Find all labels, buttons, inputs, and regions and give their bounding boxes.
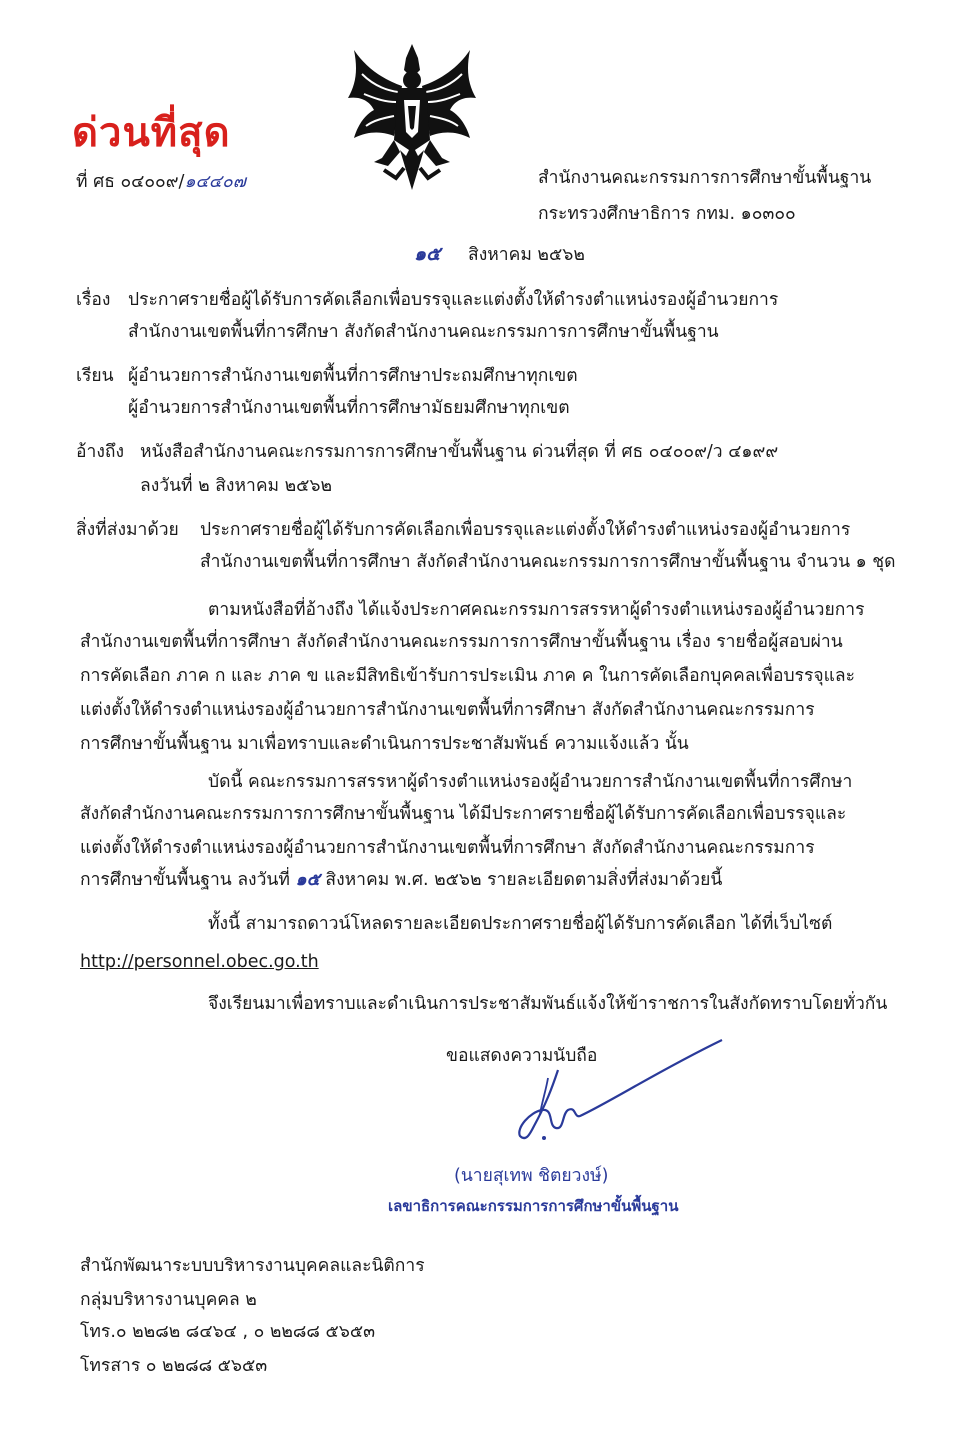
paragraph-2-date-prefix: การศึกษาขั้นพื้นฐาน ลงวันที่: [80, 870, 296, 890]
paragraph-2-date-handwritten: ๑๕: [295, 870, 320, 890]
paragraph-2-line-3: แต่งตั้งให้ดำรงตำแหน่งรองผู้อำนวยการสำนักงานเขตพื้นที่การศึกษา สังกัดสำนักงานคณะกรรมการ: [80, 838, 815, 858]
reference-line-1: หนังสือสำนักงานคณะกรรมการการศึกษาขั้นพื้นฐาน ด่วนที่สุด ที่ ศธ ๐๔๐๐๙/ว ๔๑๙๙: [140, 442, 779, 462]
enclosure-line-1: ประกาศรายชื่อผู้ได้รับการคัดเลือกเพื่อบรรจุและแต่งตั้งให้ดำรงตำแหน่งรองผู้อำนวยการ: [200, 520, 851, 540]
paragraph-2-line-4: [80, 868, 722, 892]
to-line-1: ผู้อำนวยการสำนักงานเขตพื้นที่การศึกษาประถมศึกษาทุกเขต: [128, 366, 578, 386]
reference-line-2: ลงวันที่ ๒ สิงหาคม ๒๕๖๒: [140, 476, 333, 496]
paragraph-2-line-1: บัดนี้ คณะกรรมการสรรหาผู้ดำรงตำแหน่งรองผู้อำนวยการสำนักงานเขตพื้นที่การศึกษา: [208, 772, 853, 792]
paragraph-1-line-2: สำนักงานเขตพื้นที่การศึกษา สังกัดสำนักงานคณะกรรมการการศึกษาขั้นพื้นฐาน เรื่อง รายชื่อผู้สอบผ่าน: [80, 632, 843, 652]
reference-number: [76, 170, 246, 194]
signature-mark: [500, 1030, 740, 1150]
org-name: สำนักงานคณะกรรมการการศึกษาขั้นพื้นฐาน: [538, 168, 872, 188]
subject-line-2: สำนักงานเขตพื้นที่การศึกษา สังกัดสำนักงานคณะกรรมการการศึกษาขั้นพื้นฐาน: [128, 322, 719, 342]
paragraph-1-line-4: แต่งตั้งให้ดำรงตำแหน่งรองผู้อำนวยการสำนักงานเขตพื้นที่การศึกษา สังกัดสำนักงานคณะกรรมการ: [80, 700, 815, 720]
enclosure-label: สิ่งที่ส่งมาด้วย: [76, 520, 179, 540]
paragraph-1-line-5: การศึกษาขั้นพื้นฐาน มาเพื่อทราบและดำเนินการประชาสัมพันธ์ ความแจ้งแล้ว นั้น: [80, 734, 689, 754]
date-month-year: สิงหาคม ๒๕๖๒: [468, 245, 585, 265]
subject-label: เรื่อง: [76, 290, 111, 310]
paragraph-1-line-3: การคัดเลือก ภาค ก และ ภาค ข และมีสิทธิเข้ารับการประเมิน ภาค ค ในการคัดเลือกบุคคลเพื่อบรรจุและ: [80, 666, 856, 686]
to-label: เรียน: [76, 366, 114, 386]
footer-phone: โทร.๐ ๒๒๘๒ ๘๔๖๔ , ๐ ๒๒๘๘ ๕๖๕๓: [80, 1322, 376, 1342]
paragraph-1-line-1: ตามหนังสือที่อ้างถึง ได้แจ้งประกาศคณะกรรมการสรรหาผู้ดำรงตำแหน่งรองผู้อำนวยการ: [208, 600, 865, 620]
footer-office: สำนักพัฒนาระบบบริหารงานบุคคลและนิติการ: [80, 1256, 425, 1276]
enclosure-line-2: สำนักงานเขตพื้นที่การศึกษา สังกัดสำนักงานคณะกรรมการการศึกษาขั้นพื้นฐาน จำนวน ๑ ชุด: [200, 552, 896, 572]
garuda-emblem-icon: [344, 40, 480, 192]
closing-regards: ขอแสดงความนับถือ: [446, 1046, 598, 1066]
paragraph-4: จึงเรียนมาเพื่อทราบและดำเนินการประชาสัมพันธ์แจ้งให้ข้าราชการในสังกัดทราบโดยทั่วกัน: [208, 994, 888, 1014]
website-link[interactable]: http://personnel.obec.go.th: [80, 952, 319, 972]
to-line-2: ผู้อำนวยการสำนักงานเขตพื้นที่การศึกษามัธยมศึกษาทุกเขต: [128, 398, 570, 418]
org-address: กระทรวงศึกษาธิการ กทม. ๑๐๓๐๐: [538, 204, 796, 224]
signer-position: เลขาธิการคณะกรรมการการศึกษาขั้นพื้นฐาน: [388, 1197, 679, 1215]
reference-prefix: ที่ ศธ ๐๔๐๐๙/: [76, 172, 185, 192]
date-day-handwritten: ๑๕: [414, 243, 441, 265]
paragraph-2-date-suffix: สิงหาคม พ.ศ. ๒๕๖๒ รายละเอียดตามสิ่งที่ส่งมาด้วยนี้: [319, 870, 723, 890]
signer-name: (นายสุเทพ ชิตยวงษ์): [454, 1166, 609, 1186]
footer-group: กลุ่มบริหารงานบุคคล ๒: [80, 1290, 257, 1310]
paragraph-2-line-2: สังกัดสำนักงานคณะกรรมการการศึกษาขั้นพื้นฐาน ได้มีประกาศรายชื่อผู้ได้รับการคัดเลือกเพื่อบรรจุและ: [80, 804, 847, 824]
reference-label: อ้างถึง: [76, 442, 125, 462]
footer-fax: โทรสาร ๐ ๒๒๘๘ ๕๖๕๓: [80, 1356, 268, 1376]
reference-number-handwritten: ๑๔๔๐๗: [184, 172, 246, 192]
paragraph-3: ทั้งนี้ สามารถดาวน์โหลดรายละเอียดประกาศรายชื่อผู้ได้รับการคัดเลือก ได้ที่เว็บไซต์: [208, 914, 833, 934]
document-date: [414, 242, 585, 267]
urgency-label: ด่วนที่สุด: [72, 110, 231, 156]
subject-line-1: ประกาศรายชื่อผู้ได้รับการคัดเลือกเพื่อบรรจุและแต่งตั้งให้ดำรงตำแหน่งรองผู้อำนวยการ: [128, 290, 779, 310]
